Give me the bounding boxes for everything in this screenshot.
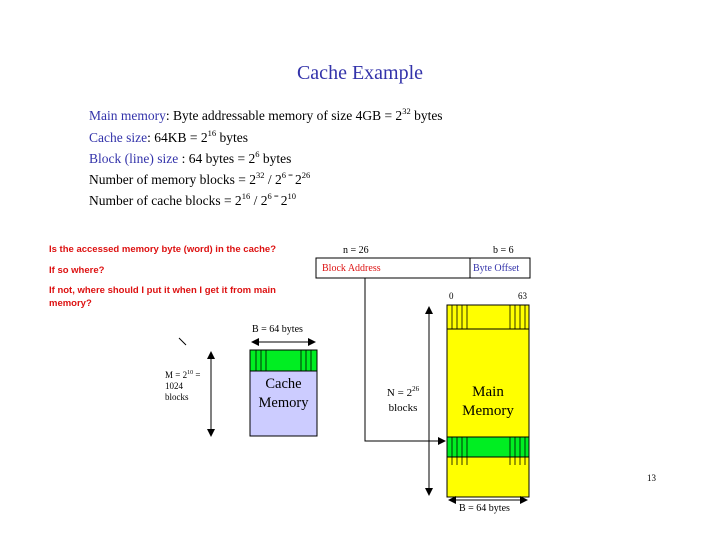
memory-block-size-label: B = 64 bytes	[459, 503, 510, 514]
bullet-main-memory: Main memory: Byte addressable memory of size $4GB = 2^{32}$ bytes	[89, 106, 443, 123]
main-memory-label: Main Memory	[462, 384, 514, 419]
block-address-field: Block Address	[322, 263, 381, 274]
b-label: b = 6	[493, 245, 514, 256]
byte-offset-field: Byte Offset	[473, 263, 520, 274]
cache-line	[250, 350, 317, 371]
cache-block-count-label: $M = 2^{10}$ = 1024 blocks	[165, 370, 201, 402]
stray-mark	[179, 338, 186, 345]
column-end-label: 63	[518, 291, 527, 301]
cache-memory-label: Cache Memory	[258, 376, 309, 411]
connector-arrow	[365, 278, 445, 441]
column-start-label: 0	[449, 291, 454, 301]
question-placement: If not, where should I put it when I get it from main memory?	[49, 285, 276, 309]
bullet-cache-blocks: Number of cache blocks = $2^{16} / 2^{6 =}$ $2^{10}$	[89, 191, 296, 208]
bullet-block-size: Block (line) size : 64 bytes = $2^6$ bytes	[89, 149, 292, 166]
memory-block-count-label: $N = 2^{26}$ blocks	[386, 385, 420, 414]
bullet-cache-size: Cache size: $64KB = 2^{16}$ bytes	[89, 128, 248, 145]
question-where: If so where?	[49, 265, 105, 276]
bullet-memory-blocks: Number of memory blocks = $2^{32} / 2^{6 =}$ $2^{26}$	[89, 170, 311, 187]
question-in-cache: Is the accessed memory byte (word) in the cache?	[49, 244, 277, 255]
cache-block-size-label: B = 64 bytes	[252, 324, 303, 335]
slide-title: Cache Example	[296, 62, 424, 84]
memory-block-highlight	[447, 437, 529, 457]
page-number: 13	[647, 473, 656, 483]
n-label: n = 26	[343, 245, 369, 256]
